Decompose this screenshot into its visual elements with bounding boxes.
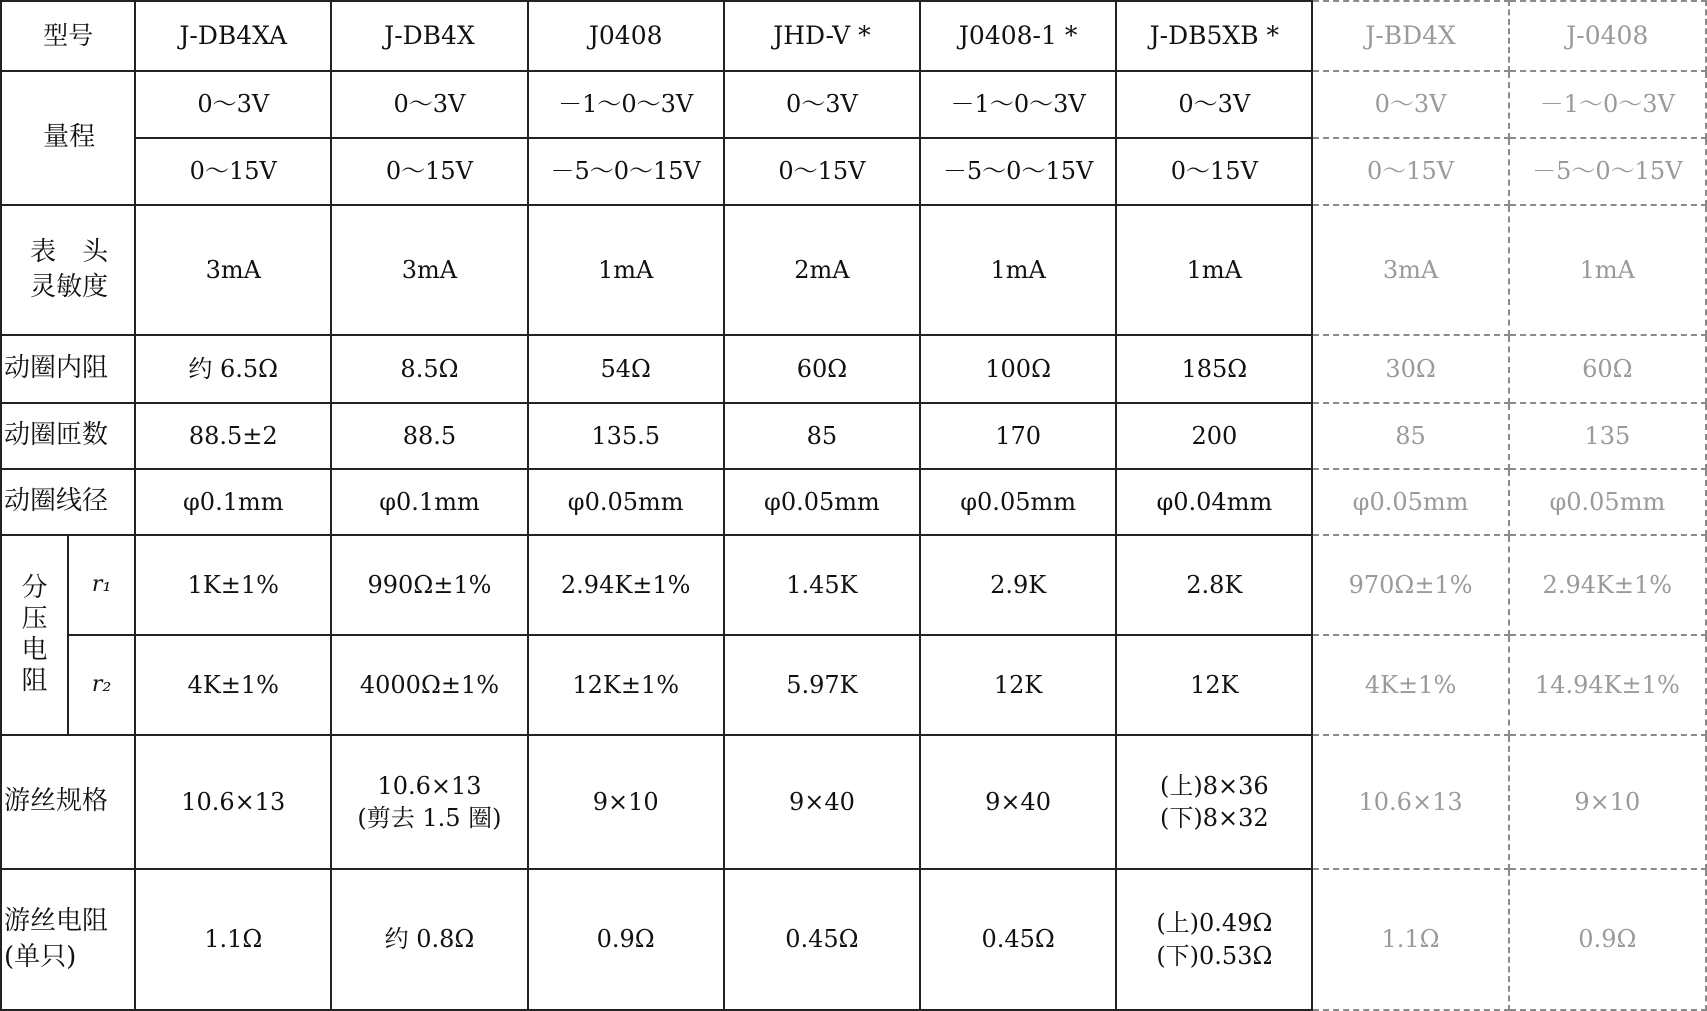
spring-spec-line: 10.6×13 [377, 771, 482, 800]
spring-spec-line: (上)8×36 [1160, 771, 1269, 800]
range-high-cell: 0～15V [331, 138, 527, 205]
sensitivity-cell: 3mA [135, 205, 331, 335]
spring-resistance-cell [135, 869, 331, 1010]
header-label: 型号 [1, 1, 135, 71]
r2-cell: 12K [1116, 635, 1312, 735]
model-header: J-0408 [1509, 1, 1706, 71]
model-header: J-DB5XB * [1116, 1, 1312, 71]
spring-spec-line: 9×40 [788, 787, 855, 816]
model-header: J0408 [528, 1, 724, 71]
r2-cell: 5.97K [724, 635, 920, 735]
spring-resistance-label-line1: 游丝电阻 [4, 906, 109, 937]
spring-spec-line: 10.6×13 [1358, 787, 1463, 816]
spring-spec-cell [331, 735, 527, 869]
r2-cell: 4K±1% [135, 635, 331, 735]
spring-spec-row [1, 735, 1706, 869]
r1-cell: 2.94K±1% [1509, 535, 1706, 635]
sensitivity-cell: 1mA [1509, 205, 1706, 335]
coil-resistance-cell: 54Ω [528, 335, 724, 403]
divider-r1-row [1, 535, 1706, 635]
coil-turns-row [1, 403, 1706, 469]
coil-wire-cell: φ0.05mm [1509, 469, 1706, 535]
r1-cell: 1.45K [724, 535, 920, 635]
range-row-low [1, 71, 1706, 138]
r1-cell: 2.9K [920, 535, 1116, 635]
sensitivity-label-line1: 表 头 [30, 236, 109, 267]
spring-resistance-line: 1.1Ω [204, 925, 263, 954]
divider-label-char: 阻 [21, 666, 48, 697]
divider-label-char: 分 [21, 572, 48, 603]
range-low-cell: 0～3V [1116, 71, 1312, 138]
spring-resistance-line: 约 0.8Ω [384, 925, 475, 954]
coil-turns-cell: 200 [1116, 403, 1312, 469]
coil-wire-cell: φ0.05mm [1312, 469, 1508, 535]
spring-spec-cell [528, 735, 724, 869]
coil-wire-cell: φ0.1mm [135, 469, 331, 535]
spring-spec-line: (剪去 1.5 圈) [357, 804, 502, 832]
range-high-cell: －5～0～15V [920, 138, 1116, 205]
spring-resistance-line: (下)0.53Ω [1156, 941, 1273, 970]
spring-resistance-label [1, 869, 135, 1010]
sensitivity-label-line2: 灵敏度 [30, 272, 109, 302]
range-low-cell: －1～0～3V [1509, 71, 1706, 138]
r2-cell: 4K±1% [1312, 635, 1508, 735]
spring-spec-cell [1312, 735, 1508, 869]
spring-spec-line: 9×10 [592, 787, 659, 816]
spring-spec-cell [724, 735, 920, 869]
r2-cell: 12K±1% [528, 635, 724, 735]
model-header: J0408-1 * [920, 1, 1116, 71]
spring-resistance-cell [724, 869, 920, 1010]
range-row-high [1, 138, 1706, 205]
r2-cell: 4000Ω±1% [331, 635, 527, 735]
coil-turns-cell: 135.5 [528, 403, 724, 469]
r1-cell: 1K±1% [135, 535, 331, 635]
coil-wire-cell: φ0.1mm [331, 469, 527, 535]
coil-resistance-cell: 8.5Ω [331, 335, 527, 403]
coil-resistance-label: 动圈内阻 [1, 335, 135, 403]
coil-wire-cell: φ0.05mm [528, 469, 724, 535]
range-high-cell: 0～15V [135, 138, 331, 205]
coil-resistance-cell: 100Ω [920, 335, 1116, 403]
range-high-cell: 0～15V [724, 138, 920, 205]
coil-turns-label: 动圈匝数 [1, 403, 135, 469]
coil-turns-cell: 85 [724, 403, 920, 469]
spring-spec-line: 9×40 [985, 787, 1052, 816]
sensitivity-cell: 1mA [920, 205, 1116, 335]
coil-wire-row [1, 469, 1706, 535]
range-low-cell: 0～3V [724, 71, 920, 138]
model-header: J-BD4X [1312, 1, 1508, 71]
spring-resistance-line: (上)0.49Ω [1156, 909, 1273, 938]
r2-label: r₂ [68, 635, 135, 735]
spring-spec-cell [135, 735, 331, 869]
coil-turns-cell: 88.5 [331, 403, 527, 469]
coil-turns-cell: 135 [1509, 403, 1706, 469]
spring-resistance-line: 0.9Ω [1578, 925, 1637, 954]
r2-cell: 12K [920, 635, 1116, 735]
range-low-cell: －1～0～3V [528, 71, 724, 138]
spring-resistance-label-line2: (单只) [4, 941, 77, 972]
spring-resistance-line: 0.45Ω [981, 925, 1055, 954]
coil-wire-cell: φ0.05mm [920, 469, 1116, 535]
spring-resistance-cell [920, 869, 1116, 1010]
spring-resistance-row [1, 869, 1706, 1010]
coil-turns-cell: 88.5±2 [135, 403, 331, 469]
divider-label-char: 电 [21, 635, 48, 665]
coil-resistance-row [1, 335, 1706, 403]
r1-cell: 970Ω±1% [1312, 535, 1508, 635]
range-low-cell: 0～3V [135, 71, 331, 138]
spring-spec-label: 游丝规格 [1, 735, 135, 869]
range-high-cell: 0～15V [1312, 138, 1508, 205]
divider-r2-row [1, 635, 1706, 735]
divider-label [1, 535, 68, 735]
sensitivity-cell: 3mA [1312, 205, 1508, 335]
coil-wire-label: 动圈线径 [1, 469, 135, 535]
r1-label: r₁ [68, 535, 135, 635]
range-low-cell: 0～3V [1312, 71, 1508, 138]
coil-turns-cell: 85 [1312, 403, 1508, 469]
spring-spec-cell [1116, 735, 1312, 869]
model-header: JHD-V * [724, 1, 920, 71]
coil-wire-cell: φ0.05mm [724, 469, 920, 535]
coil-resistance-cell: 185Ω [1116, 335, 1312, 403]
header-row [1, 1, 1706, 71]
spring-resistance-cell [1509, 869, 1706, 1010]
sensitivity-cell: 2mA [724, 205, 920, 335]
spring-spec-cell [920, 735, 1116, 869]
range-label: 量程 [1, 71, 135, 205]
range-high-cell: －5～0～15V [1509, 138, 1706, 205]
coil-resistance-cell: 60Ω [724, 335, 920, 403]
spring-spec-line: (下)8×32 [1160, 804, 1269, 832]
spring-resistance-line: 0.9Ω [596, 925, 655, 954]
r1-cell: 990Ω±1% [331, 535, 527, 635]
spring-spec-cell [1509, 735, 1706, 869]
spring-resistance-cell [331, 869, 527, 1010]
coil-resistance-cell: 约 6.5Ω [135, 335, 331, 403]
r2-cell: 14.94K±1% [1509, 635, 1706, 735]
coil-turns-cell: 170 [920, 403, 1116, 469]
sensitivity-cell: 1mA [528, 205, 724, 335]
sensitivity-cell: 1mA [1116, 205, 1312, 335]
spring-resistance-cell [528, 869, 724, 1010]
coil-resistance-cell: 30Ω [1312, 335, 1508, 403]
divider-label-char: 压 [21, 603, 48, 634]
r1-cell: 2.8K [1116, 535, 1312, 635]
coil-wire-cell: φ0.04mm [1116, 469, 1312, 535]
model-header: J-DB4XA [135, 1, 331, 71]
spring-resistance-line: 0.45Ω [785, 925, 859, 954]
range-high-cell: 0～15V [1116, 138, 1312, 205]
sensitivity-label [1, 205, 135, 335]
sensitivity-row [1, 205, 1706, 335]
sensitivity-cell: 3mA [331, 205, 527, 335]
coil-resistance-cell: 60Ω [1509, 335, 1706, 403]
model-header: J-DB4X [331, 1, 527, 71]
spring-resistance-cell [1312, 869, 1508, 1010]
range-low-cell: －1～0～3V [920, 71, 1116, 138]
r1-cell: 2.94K±1% [528, 535, 724, 635]
spring-resistance-cell [1116, 869, 1312, 1010]
spring-spec-line: 9×10 [1574, 787, 1641, 816]
range-low-cell: 0～3V [331, 71, 527, 138]
spring-resistance-line: 1.1Ω [1381, 925, 1440, 954]
spring-spec-line: 10.6×13 [181, 787, 286, 816]
range-high-cell: －5～0～15V [528, 138, 724, 205]
